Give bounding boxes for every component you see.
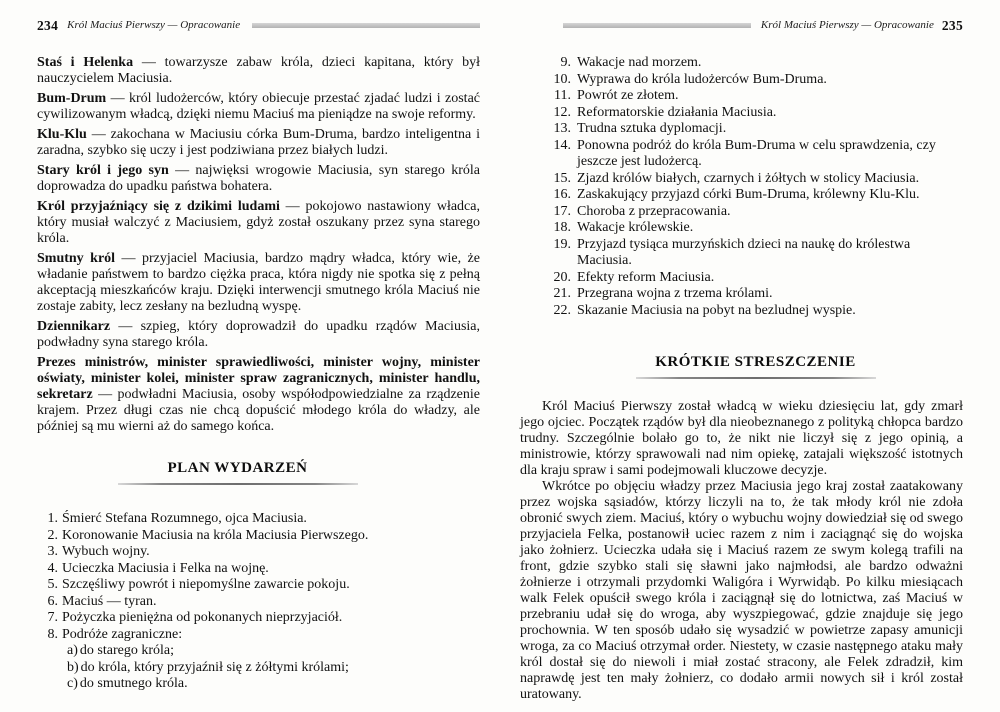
character-name: Smutny król bbox=[37, 251, 116, 266]
event-text: Koronowanie Maciusia na króla Maciusia Pierwszego. bbox=[62, 527, 369, 543]
event-number: 12. bbox=[553, 104, 571, 120]
character-entry: Prezes ministrów, minister sprawiedliwości, minister wojny, minister oświaty, minister kolei, minister spraw zagranicznych, minister handlu, sekretarz — podwładni Maciusia, osoby współodpowiedzialne za rządzenie krajem. Przez długi czas nie chcą dopuścić młodego króla do władzy, ale później są mu wierni aż do samego końca. bbox=[37, 355, 480, 434]
event-number: 3. bbox=[47, 544, 58, 559]
event-item bbox=[548, 204, 963, 221]
event-text: Maciuś — tyran. bbox=[62, 593, 157, 609]
plan-heading-block bbox=[16, 459, 459, 485]
event-item bbox=[548, 286, 963, 303]
event-text: Wyprawa do króla ludożerców Bum-Druma. bbox=[577, 71, 827, 87]
event-item bbox=[548, 72, 963, 89]
character-name: Król przyjaźniący się z dzikimi ludami bbox=[37, 199, 280, 214]
event-item bbox=[548, 270, 963, 287]
summary-heading-block bbox=[534, 353, 977, 379]
character-name: Klu-Klu bbox=[37, 127, 87, 142]
event-text: Wakacje nad morzem. bbox=[577, 55, 702, 70]
subitem-text: do smutnego króla. bbox=[79, 676, 188, 691]
event-item bbox=[548, 220, 963, 237]
event-number: 8. bbox=[47, 626, 58, 642]
summary-paragraphs bbox=[520, 399, 963, 703]
header-rule-bar bbox=[563, 23, 751, 28]
character-entry: Bum-Drum — król ludożerców, który obiecuje przestać zjadać ludzi i zostać cywilizowanym władcą, dzięki niemu Maciuś ma pieniądze na swoje reformy. bbox=[37, 91, 480, 122]
events-list-9-22 bbox=[548, 55, 963, 319]
event-item bbox=[548, 105, 963, 122]
event-number: 7. bbox=[47, 610, 58, 625]
page-number-left: 234 bbox=[37, 18, 59, 33]
page-number-right: 235 bbox=[941, 18, 963, 33]
event-item bbox=[548, 121, 963, 138]
section-heading-plan: PLAN WYDARZEŃ bbox=[167, 460, 308, 476]
summary-paragraph: Król Maciuś Pierwszy został władcą w wieku dziesięciu lat, gdy zmarł jego ojciec. Początek rządów był dla nieobeznanego z polityką chłopca bardzo trudny. Szczególnie bolało go to, że nikt nie liczył się z jego opinią, a ministrowie, którzy sprawowali nad nim opiekę, zatajali większość istotnych dla kraju spraw i sami podejmowali kluczowe decyzje. bbox=[520, 399, 963, 478]
character-name: Bum-Drum bbox=[37, 91, 107, 106]
subitem-text: do króla, który przyjaźnił się z żółtymi królami; bbox=[80, 659, 349, 675]
event-item bbox=[45, 610, 480, 627]
event-number: 5. bbox=[47, 577, 58, 592]
event-number: 1. bbox=[47, 511, 58, 526]
event-number: 21. bbox=[553, 286, 571, 301]
character-name: Stary król i jego syn bbox=[37, 163, 169, 178]
event-item bbox=[548, 187, 963, 204]
event-text: Śmierć Stefana Rozumnego, ojca Maciusia. bbox=[62, 511, 307, 526]
event-subitem bbox=[67, 660, 480, 677]
character-name: Prezes ministrów, minister sprawiedliwości, minister wojny, minister oświaty, minister kolei, minister spraw zagranicznych, minister handlu, sekretarz bbox=[37, 355, 480, 402]
character-entry: Staś i Helenka — towarzysze zabaw króla, dzieci kapitana, który był nauczycielem Maciusia. bbox=[37, 55, 480, 86]
character-name: Dziennikarz bbox=[37, 319, 111, 334]
event-text: Reformatorskie działania Maciusia. bbox=[577, 104, 777, 120]
character-name: Staś i Helenka bbox=[37, 55, 134, 70]
events-list-1-8 bbox=[45, 511, 480, 693]
event-text: Ponowna podróż do króla Bum-Druma w celu sprawdzenia, czy jeszcze jest ludożercą. bbox=[577, 137, 936, 169]
event-number: 4. bbox=[47, 560, 58, 576]
event-text: Wakacje królewskie. bbox=[577, 220, 694, 235]
character-entry: Stary król i jego syn — najwięksi wrogowie Maciusia, syn starego króla doprowadza do upadku państwa bohatera. bbox=[37, 163, 480, 194]
event-item bbox=[548, 55, 963, 72]
event-item bbox=[548, 138, 963, 171]
running-title-right: Król Maciuś Pierwszy — Opracowanie bbox=[760, 19, 934, 31]
event-text: Podróże zagraniczne: bbox=[62, 626, 183, 642]
heading-rule bbox=[636, 377, 876, 379]
event-item bbox=[45, 511, 480, 528]
section-heading-summary: KRÓTKIE STRESZCZENIE bbox=[655, 354, 856, 370]
event-item bbox=[45, 577, 480, 594]
event-number: 2. bbox=[47, 527, 58, 543]
event-text: Efekty reform Maciusia. bbox=[577, 269, 715, 285]
running-title-left: Król Maciuś Pierwszy — Opracowanie bbox=[67, 19, 241, 31]
page-left-content bbox=[37, 55, 480, 693]
event-text: Szczęśliwy powrót i niepomyślne zawarcie pokoju. bbox=[62, 577, 350, 592]
event-text: Pożyczka pieniężna od pokonanych nieprzyjaciół. bbox=[62, 610, 343, 625]
event-number: 16. bbox=[553, 187, 571, 202]
event-text: Przegrana wojna z trzema królami. bbox=[577, 286, 773, 301]
event-subitem bbox=[67, 643, 480, 660]
event-text: Trudna sztuka dyplomacji. bbox=[577, 121, 727, 136]
event-number: 15. bbox=[553, 170, 571, 186]
event-number: 19. bbox=[553, 236, 571, 252]
character-entry: Król przyjaźniący się z dzikimi ludami — pokojowo nastawiony władca, który musiał walczyć z Maciusiem, gdyż został oszukany przez syna starego króla. bbox=[37, 199, 480, 246]
event-number: 9. bbox=[560, 55, 571, 70]
character-entry: Dziennikarz — szpieg, który doprowadził do upadku rządów Maciusia, podwładny syna starego króla. bbox=[37, 319, 480, 350]
event-item bbox=[45, 544, 480, 561]
subitem-label: c) bbox=[67, 676, 78, 691]
event-number: 20. bbox=[553, 269, 571, 285]
event-number: 13. bbox=[553, 121, 571, 136]
event-number: 11. bbox=[554, 88, 571, 103]
subitem-text: do starego króla; bbox=[79, 643, 174, 658]
page-right bbox=[520, 0, 963, 712]
heading-rule bbox=[118, 483, 358, 485]
event-item bbox=[548, 171, 963, 188]
event-text: Przyjazd tysiąca murzyńskich dzieci na naukę do królestwa Maciusia. bbox=[577, 236, 911, 268]
subitem-label: b) bbox=[67, 659, 79, 675]
event-item bbox=[548, 303, 963, 320]
event-item bbox=[548, 88, 963, 105]
event-text: Ucieczka Maciusia i Felka na wojnę. bbox=[62, 560, 269, 576]
event-item bbox=[45, 561, 480, 578]
event-number: 18. bbox=[553, 220, 571, 235]
running-header-left bbox=[37, 18, 480, 33]
page-right-content bbox=[520, 55, 963, 703]
event-number: 17. bbox=[553, 203, 571, 219]
character-entry: Klu-Klu — zakochana w Maciusiu córka Bum-Druma, bardzo inteligentna i zaradna, szybko się uczy i jest podziwiana przez białych ludzi. bbox=[37, 127, 480, 158]
event-text: Wybuch wojny. bbox=[62, 544, 150, 559]
event-number: 22. bbox=[553, 302, 571, 318]
event-number: 6. bbox=[47, 593, 58, 609]
event-text: Choroba z przepracowania. bbox=[577, 203, 731, 219]
event-text: Zaskakujący przyjazd córki Bum-Druma, królewny Klu-Klu. bbox=[577, 187, 920, 202]
header-rule-bar bbox=[252, 23, 480, 28]
character-entry: Smutny król — przyjaciel Maciusia, bardzo mądry władca, który wie, że władanie państwem to bardzo ciężka praca, która nigdy nie spotka się z pełną akceptacją mieszkańców kraju. Dzięki interwencji smutnego króla Maciuś nie zostaje zabity, lecz zesłany na bezludną wyspę. bbox=[37, 251, 480, 314]
event-number: 10. bbox=[553, 71, 571, 87]
event-text: Powrót ze złotem. bbox=[577, 88, 679, 103]
summary-paragraph: Wkrótce po objęciu władzy przez Maciusia jego kraj został zaatakowany przez wojska sąsiadów, którzy liczyli na to, że tak młody król nie zdoła obronić swych ziem. Maciuś, który o wybuchu wojny dowiedział się od swego przyjaciela Felka, postanowił uciec razem z nim i zaciągnąć się do wojska jako żołnierz. Ucieczka udała się i Maciuś razem ze swym kolegą trafili na front, gdzie szybko stali się sławni jako najmłodsi, ale bardzo odważni żołnierze i otrzymali przydomki Waligóra i Wyrwidąb. Po kilku miesiącach walk Felek opuścił swego króla i zaciągnął się do lotnictwa, zaś Maciuś w przebraniu udał się do wroga, aby wyszpiegować, gdzie znajduje się jego prochownia. W ten sposób udało się wysadzić w powietrze zapasy amunicji wroga, za co Maciuś otrzymał order. Niestety, w czasie następnego ataku mały król dostał się do niewoli i miał zostać stracony, ale Felek zdradził, kim naprawdę jest ten mały żołnierz, co dodało armii nowych sił i król został uratowany. bbox=[520, 479, 963, 702]
event-item bbox=[45, 594, 480, 611]
running-header-right bbox=[520, 18, 963, 33]
page-left bbox=[37, 0, 480, 712]
event-item bbox=[45, 627, 480, 644]
event-text: Skazanie Maciusia na pobyt na bezludnej wyspie. bbox=[577, 302, 856, 318]
event-subitem bbox=[67, 676, 480, 693]
event-item bbox=[548, 237, 963, 270]
event-item bbox=[45, 528, 480, 545]
event-number: 14. bbox=[553, 137, 571, 153]
subitem-label: a) bbox=[67, 643, 78, 658]
event-text: Zjazd królów białych, czarnych i żółtych w stolicy Maciusia. bbox=[577, 170, 920, 186]
character-list bbox=[37, 55, 480, 435]
